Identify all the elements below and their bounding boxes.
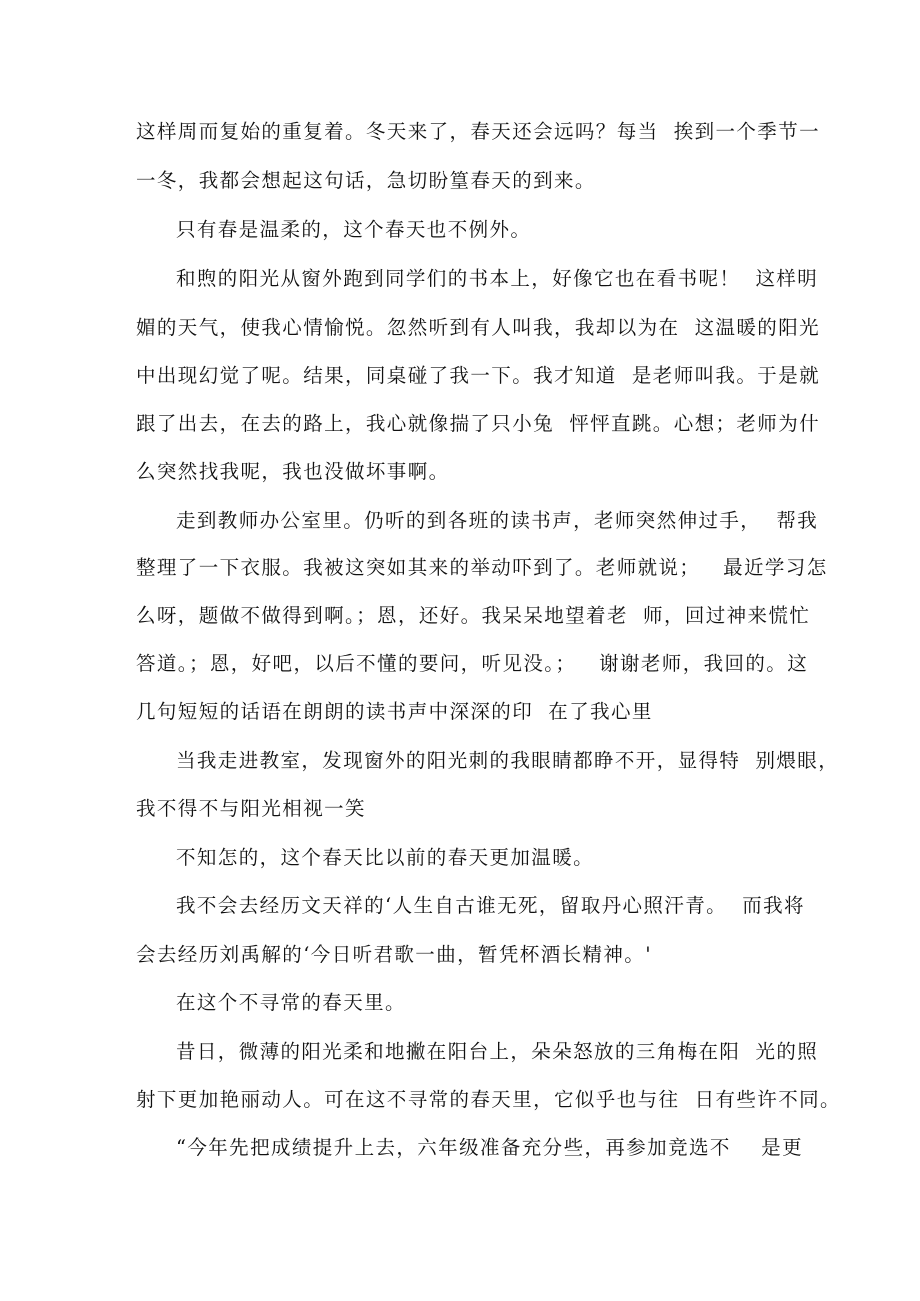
text-line-22: “今年先把成绩提升上去，六年级准备充分些，再参加竞选不 是更: [176, 1136, 803, 1159]
text-line-19: 在这个不寻常的春天里。: [176, 991, 406, 1014]
text-line-17: 我不会去经历文天祥的‘人生自古谁无死，留取丹心照汗青。 而我将: [176, 894, 805, 917]
text-line-3: 只有春是温柔的，这个春天也不例外。: [176, 218, 532, 241]
text-line-21: 射下更加艳丽动人。可在这不寻常的春天里，它似乎也与往 日有些许不同。: [136, 1088, 841, 1111]
text-line-18: 会去经历刘禹解的‘今日听君歌一曲，暂凭杯酒长精神。': [136, 943, 652, 966]
text-line-13: 几句短短的话语在朗朗的读书声中深深的印 在了我心里: [136, 700, 653, 723]
text-line-14: 当我走进教室，发现窗外的阳光刺的我眼睛都睁不开，显得特 别煨眼，: [176, 749, 840, 772]
text-line-4: 和煦的阳光从窗外跑到同学们的书本上，好像它也在看书呢！ 这样明: [176, 267, 819, 290]
text-line-12: 答道。；恩，好吧，以后不懂的要问，听见没。； 谢谢老师，我回的。这: [136, 652, 809, 675]
text-line-20: 昔日，微薄的阳光柔和地撇在阳台上，朵朵怒放的三角梅在阳 光的照: [176, 1040, 819, 1063]
text-line-8: 么突然找我呢，我也没做坏事啊。: [136, 460, 450, 483]
text-line-11: 么呀，题做不做得到啊。；恩，还好。我呆呆地望着老 师，回过神来慌忙: [136, 604, 811, 627]
text-line-10: 整理了一下衣服。我被这突如其来的举动吓到了。老师就说； 最近学习怎: [136, 556, 828, 579]
text-line-1: 这样周而复始的重复着。冬天来了，春天还会远吗？每当 挨到一个季节一: [136, 120, 820, 143]
text-line-15: 我不得不与阳光相视一笑: [136, 797, 366, 820]
text-line-7: 跟了出去，在去的路上，我心就像揣了只小兔 怦怦直跳。心想；老师为什: [136, 412, 820, 435]
text-line-16: 不知怎的，这个春天比以前的春天更加温暖。: [176, 846, 595, 869]
text-line-2: 一冬，我都会想起这句话，急切盼篁春天的到来。: [136, 169, 596, 192]
text-line-5: 媚的天气，使我心情愉悦。忽然听到有人叫我，我却以为在 这温暖的阳光: [136, 316, 820, 339]
text-line-6: 中出现幻觉了呢。结果，同桌碰了我一下。我才知道 是老师叫我。于是就: [136, 364, 820, 387]
text-line-9: 走到教师办公室里。仍听的到各班的读书声，老师突然伸过手， 帮我: [176, 509, 819, 532]
